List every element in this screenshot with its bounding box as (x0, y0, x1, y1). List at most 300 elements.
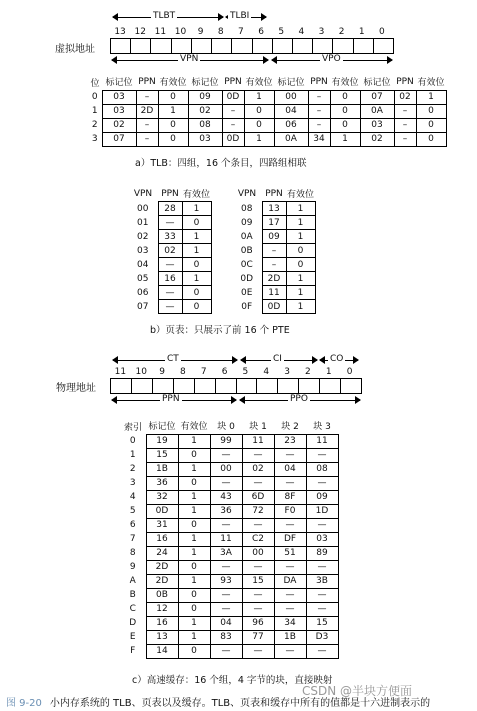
pt-valid: 1 (286, 202, 315, 216)
pa-bit-number: 5 (242, 367, 249, 377)
cache-cell: — (242, 602, 274, 616)
pa-bit-number: 3 (284, 367, 290, 377)
pt-row (232, 258, 315, 272)
pt-vpn: 06 (137, 287, 149, 298)
pt-column-header: PPN (265, 188, 283, 199)
cache-cell: — (274, 602, 306, 616)
va-bit-number: 13 (114, 27, 126, 37)
tlb-cell: 03 (188, 132, 222, 146)
tlb-cell: 0 (158, 132, 188, 146)
tlb-column-header: PPN (396, 76, 414, 87)
tlb-cell: – (394, 132, 416, 146)
cache-cell: 93 (210, 574, 242, 588)
cache-cell: 00 (210, 462, 242, 476)
tlb-cell: 0 (244, 104, 274, 118)
pa-bit-number: 1 (325, 367, 332, 377)
pt-row (128, 230, 211, 244)
watermark: CSDN @半块方便面 (302, 684, 413, 698)
va-bit-number: 5 (278, 27, 285, 37)
pa-bit-cell (278, 379, 299, 393)
tlb-column-header: PPN (310, 76, 328, 87)
cache-column-header: 块 0 (217, 422, 235, 433)
pa-bit-number: 11 (114, 367, 127, 377)
figure-text: 小内存系统的 TLB、页表以及缓存。TLB、页表和缓存中所有的值都是十六进制表示的 (49, 698, 431, 709)
cache-cell: 11 (306, 434, 338, 448)
pa-bit-number: 10 (135, 367, 147, 377)
tlb-header-row (88, 74, 446, 90)
pt-vpn: 09 (241, 217, 253, 228)
physical-address-diagram (0, 345, 477, 405)
pt-row (232, 272, 315, 286)
cache-column-header: 块 3 (313, 422, 331, 433)
cache-cell: — (306, 588, 338, 602)
tlb-cell: 1 (244, 132, 274, 146)
vpn-arrow (112, 55, 268, 65)
cache-cell: 2D (146, 560, 178, 574)
va-bit-cell (232, 39, 252, 53)
tlb-cell: 07 (102, 132, 136, 146)
pt-row (128, 244, 211, 258)
cache-row (120, 434, 338, 448)
pt-vpn: 0B (240, 245, 253, 256)
cache-cell: 1 (178, 462, 210, 476)
tlb-cell: 02 (102, 118, 136, 132)
tlb-cell: 34 (308, 132, 330, 146)
tlb-column-header: 有效位 (331, 78, 359, 89)
cache-row (120, 448, 338, 462)
pt-valid: 1 (286, 300, 315, 314)
tlb-cell: – (136, 118, 158, 132)
cache-cell: — (306, 644, 338, 658)
cache-cell: 0D (146, 504, 178, 518)
pt-valid: 0 (182, 300, 211, 314)
tlb-cell: – (394, 104, 416, 118)
va-bit-number: 8 (217, 27, 224, 37)
pt-column-header: VPN (133, 188, 153, 199)
tlb-column-header: 标记位 (105, 78, 133, 89)
figure-number: 图 9-20 (6, 698, 42, 709)
cache-cell: 89 (306, 546, 338, 560)
cache-cell: — (274, 560, 306, 574)
cache-cell: — (242, 644, 274, 658)
cache-cell: — (210, 602, 242, 616)
pa-bit-cell (257, 379, 278, 393)
va-bit-cell (313, 39, 333, 53)
cache-cell: 03 (306, 532, 338, 546)
cache-cell: 99 (210, 434, 242, 448)
cache-cell: 3A (210, 546, 242, 560)
tlb-cell: 00 (274, 90, 308, 104)
pt-valid: 1 (182, 202, 211, 216)
cache-cell: — (306, 602, 338, 616)
va-bit-number: 10 (174, 27, 187, 37)
va-bit-number: 1 (358, 27, 365, 37)
pa-bit-number: 9 (159, 367, 165, 377)
cache-cell: — (306, 560, 338, 574)
cache-cell: 1 (178, 434, 210, 448)
cache-row (120, 588, 338, 602)
va-bit-cell (151, 39, 171, 53)
va-bit-cell (374, 39, 393, 53)
tlb-set-index: 2 (91, 120, 98, 130)
cache-header-row (120, 418, 338, 434)
pa-bit-number: 4 (263, 367, 270, 377)
tlb-cell: – (394, 118, 416, 132)
pa-bit-cell (341, 379, 361, 393)
ci-arrow (241, 355, 317, 365)
cache-column-header: 有效位 (180, 422, 208, 433)
cache-cell: 1B (274, 630, 306, 644)
cache-cell: — (274, 448, 306, 462)
cache-cell: — (242, 560, 274, 574)
cache-cell: — (210, 644, 242, 658)
cache-column-header: 索引 (123, 422, 142, 433)
pt-ppn: 16 (158, 272, 182, 286)
cache-cell: — (242, 518, 274, 532)
cache-cell: 1 (178, 574, 210, 588)
cache-cell: 83 (210, 630, 242, 644)
tlb-cell: 07 (360, 90, 394, 104)
tlb-cell: – (308, 118, 330, 132)
pt-valid: 0 (286, 244, 315, 258)
cache-cell: 16 (146, 616, 178, 630)
pa-bit-cell (320, 379, 341, 393)
pt-ppn: 28 (158, 202, 182, 216)
tlb-caption: a）TLB：四组，16 个条目，四路组相联 (135, 158, 307, 169)
tlb-cell: – (222, 104, 244, 118)
cache-cell: 12 (146, 602, 178, 616)
tlb-cell: – (308, 104, 330, 118)
pa-bit-cell (153, 379, 174, 393)
pt-row (232, 230, 315, 244)
tlb-body (88, 90, 446, 146)
pa-bit-number: 7 (200, 367, 207, 377)
cache-cell: 1 (178, 616, 210, 630)
tlb-column-header: PPN (224, 76, 242, 87)
cache-cell: — (210, 448, 242, 462)
tlb-column-header: 标记位 (191, 78, 219, 89)
cache-cell: 0 (178, 518, 210, 532)
cache-cell: 1B (146, 462, 178, 476)
tlb-cell: 08 (188, 118, 222, 132)
co-label: CO (330, 354, 344, 364)
co-arrow (320, 355, 358, 365)
cache-cell: 13 (146, 630, 178, 644)
physical-address-label: 物理地址 (56, 383, 96, 394)
tlb-cell: 03 (102, 104, 136, 118)
tlb-section (88, 74, 447, 147)
pt-ppn: 33 (158, 230, 182, 244)
tlb-column-header: 有效位 (417, 78, 445, 89)
cache-row (120, 560, 338, 574)
tlb-cell: 0 (158, 118, 188, 132)
pt-vpn: 05 (137, 273, 149, 284)
pt-valid: 1 (182, 272, 211, 286)
tlb-cell: 0D (222, 90, 244, 104)
pt-row (232, 286, 315, 300)
pt-ppn: 2D (262, 272, 286, 286)
pt-valid: 1 (286, 230, 315, 244)
cache-cell: — (274, 644, 306, 658)
tlbi-arrow (226, 12, 266, 22)
cache-cell: 51 (274, 546, 306, 560)
cache-index: 0 (129, 436, 136, 446)
tlb-cell: 0A (274, 132, 308, 146)
cache-cell: — (210, 518, 242, 532)
cache-index: 4 (129, 492, 136, 502)
tlb-cell: 02 (394, 90, 416, 104)
cache-cell: — (274, 588, 306, 602)
pt-vpn: 0E (241, 287, 253, 298)
tlb-cell: 0A (360, 104, 394, 118)
cache-cell: — (242, 588, 274, 602)
cache-body (120, 434, 338, 658)
cache-cell: 32 (146, 490, 178, 504)
ppn-label: PPN (162, 394, 180, 404)
cache-cell: — (210, 588, 242, 602)
pt-valid: 1 (286, 272, 315, 286)
pt-row (128, 272, 211, 286)
pt-vpn: 0A (240, 231, 253, 242)
va-bit-number: 4 (298, 27, 305, 37)
pt-vpn: 03 (137, 245, 149, 256)
pt-ppn: — (158, 258, 182, 272)
tlb-cell: 1 (158, 104, 188, 118)
pa-bit-cell (132, 379, 153, 393)
pa-bit-number: 0 (346, 367, 353, 377)
va-bit-cell (273, 39, 293, 53)
pt-ppn: 13 (262, 202, 286, 216)
cache-index: 5 (129, 506, 136, 516)
tlb-row (88, 90, 446, 104)
pt-row (232, 202, 315, 216)
va-bit-number: 2 (338, 27, 345, 37)
pt-vpn: 02 (137, 231, 149, 242)
pt-vpn: 00 (137, 203, 149, 214)
cache-cell: 96 (242, 616, 274, 630)
pt-vpn: 0C (240, 259, 253, 270)
cache-cell: DA (274, 574, 306, 588)
va-bit-cell (354, 39, 374, 53)
cache-cell: 08 (306, 462, 338, 476)
cache-cell: — (306, 476, 338, 490)
tlb-cell: 09 (188, 90, 222, 104)
virtual-address-diagram (0, 0, 477, 80)
cache-cell: C2 (242, 532, 274, 546)
pt-row (128, 300, 211, 314)
cache-cell: 11 (242, 434, 274, 448)
pt-row (232, 216, 315, 230)
cache-cell: 15 (146, 448, 178, 462)
tlb-set-header: 位 (90, 78, 100, 89)
pt-vpn: 08 (241, 203, 253, 214)
cache-cell: 1D (306, 504, 338, 518)
vpo-label: VPO (322, 54, 341, 64)
page-table-caption: b）页表：只展示了前 16 个 PTE (150, 325, 290, 336)
cache-cell: — (274, 518, 306, 532)
pt-valid: 0 (182, 258, 211, 272)
pt-column-header: VPN (237, 188, 257, 199)
tlb-cell: 06 (274, 118, 308, 132)
pa-bit-number: 2 (305, 367, 311, 377)
pt-column-header: 有效位 (183, 190, 211, 200)
cache-row (120, 616, 338, 630)
tlb-cell: 1 (244, 90, 274, 104)
tlbt-arrow (113, 12, 223, 22)
pt-valid: 0 (182, 216, 211, 230)
cache-cell: 6D (242, 490, 274, 504)
tlb-set-index: 3 (91, 134, 98, 144)
cache-cell: 0 (178, 448, 210, 462)
ppo-label: PPO (290, 394, 308, 404)
cache-row (120, 462, 338, 476)
pt-ppn: 0D (262, 300, 286, 314)
cache-row (120, 504, 338, 518)
vpo-arrow (272, 55, 392, 65)
vpn-label: VPN (180, 54, 199, 64)
tlb-row (88, 104, 446, 118)
cache-cell: 15 (242, 574, 274, 588)
tlb-cell: 0 (416, 132, 446, 146)
tlb-cell: 1 (330, 132, 360, 146)
pt-ppn: — (158, 286, 182, 300)
pt-valid: 1 (286, 216, 315, 230)
tlb-row (88, 132, 446, 146)
tlb-table (88, 74, 447, 147)
tlb-set-index: 1 (91, 106, 98, 116)
cache-cell: 1 (178, 630, 210, 644)
cache-row (120, 476, 338, 490)
ppo-arrow (240, 395, 360, 405)
pt-ppn: – (262, 244, 286, 258)
tlb-cell: – (222, 118, 244, 132)
va-bit-cell (293, 39, 313, 53)
tlb-cell: 02 (360, 132, 394, 146)
cache-cell: 09 (306, 490, 338, 504)
cache-cell: — (306, 518, 338, 532)
pa-bit-number: 6 (221, 367, 228, 377)
virtual-address-label: 虚拟地址 (55, 44, 95, 55)
cache-row (120, 518, 338, 532)
tlb-column-header: 有效位 (159, 78, 187, 89)
tlbi-label: TLBI (230, 11, 250, 21)
cache-cell: — (210, 560, 242, 574)
cache-index: E (129, 632, 136, 642)
tlb-cell: 03 (102, 90, 136, 104)
va-bit-number: 11 (154, 27, 167, 37)
cache-index: 6 (129, 520, 136, 530)
tlb-column-header: 有效位 (245, 78, 273, 89)
cache-cell: 04 (210, 616, 242, 630)
cache-cell: 14 (146, 644, 178, 658)
cache-cell: F0 (274, 504, 306, 518)
ct-label: CT (167, 354, 179, 364)
cache-cell: DF (274, 532, 306, 546)
pt-valid: 0 (182, 286, 211, 300)
cache-index: 3 (129, 478, 136, 488)
cache-cell: 0 (178, 588, 210, 602)
tlb-cell: 0D (222, 132, 244, 146)
pt-row (128, 258, 211, 272)
cache-index: 1 (129, 450, 136, 460)
cache-cell: 2D (146, 574, 178, 588)
tlb-column-header: 标记位 (363, 78, 391, 89)
cache-index: 9 (129, 562, 136, 572)
pt-ppn: 11 (262, 286, 286, 300)
tlb-cell: – (136, 132, 158, 146)
cache-cell: — (242, 448, 274, 462)
pt-ppn: 17 (262, 216, 286, 230)
tlb-cell: 0 (244, 118, 274, 132)
cache-section (120, 418, 339, 659)
pt-ppn: — (158, 216, 182, 230)
tlb-cell: 0 (330, 104, 360, 118)
ppn-arrow (112, 395, 236, 405)
va-bit-number: 9 (197, 27, 204, 37)
tlb-cell: 2D (136, 104, 158, 118)
tlb-row (88, 118, 446, 132)
cache-cell: 0 (178, 644, 210, 658)
va-bit-number: 12 (134, 27, 146, 37)
cache-cell: 16 (146, 532, 178, 546)
tlb-cell: – (136, 90, 158, 104)
pt-valid: 1 (182, 244, 211, 258)
cache-cell: 1 (178, 546, 210, 560)
ci-label: CI (273, 354, 282, 364)
cache-column-header: 块 2 (281, 422, 299, 433)
cache-row (120, 532, 338, 546)
tlb-cell: 0 (330, 118, 360, 132)
va-bit-cell (333, 39, 353, 53)
pt-vpn: 01 (137, 217, 149, 228)
cache-cell: 34 (274, 616, 306, 630)
pt-column-header: PPN (161, 188, 179, 199)
pt-vpn: 07 (137, 301, 149, 312)
cache-cell: — (242, 476, 274, 490)
cache-cell: 0 (178, 602, 210, 616)
cache-cell: 72 (242, 504, 274, 518)
pt-row (128, 202, 211, 216)
cache-cell: 77 (242, 630, 274, 644)
pt-ppn: 02 (158, 244, 182, 258)
cache-row (120, 574, 338, 588)
pt-row (128, 216, 211, 230)
pa-bit-box (110, 378, 362, 394)
cache-cell: — (274, 476, 306, 490)
tlb-cell: 1 (416, 90, 446, 104)
cache-cell: 0 (178, 560, 210, 574)
cache-row (120, 546, 338, 560)
tlb-cell: 02 (188, 104, 222, 118)
cache-index: 2 (129, 464, 136, 474)
pt-ppn: — (158, 300, 182, 314)
pt-valid: 1 (182, 230, 211, 244)
ct-arrow (113, 355, 237, 365)
cache-cell: 19 (146, 434, 178, 448)
tlb-cell: 0 (330, 90, 360, 104)
va-bit-cell (131, 39, 151, 53)
tlb-cell: 0 (416, 118, 446, 132)
va-bit-cell (111, 39, 131, 53)
tlb-cell: 0 (158, 90, 188, 104)
pa-bit-cell (174, 379, 195, 393)
cache-cell: 11 (210, 532, 242, 546)
pt-ppn: 09 (262, 230, 286, 244)
cache-cell: 23 (274, 434, 306, 448)
cache-row (120, 630, 338, 644)
cache-index: 8 (129, 548, 136, 558)
pa-bit-number: 8 (180, 367, 186, 377)
